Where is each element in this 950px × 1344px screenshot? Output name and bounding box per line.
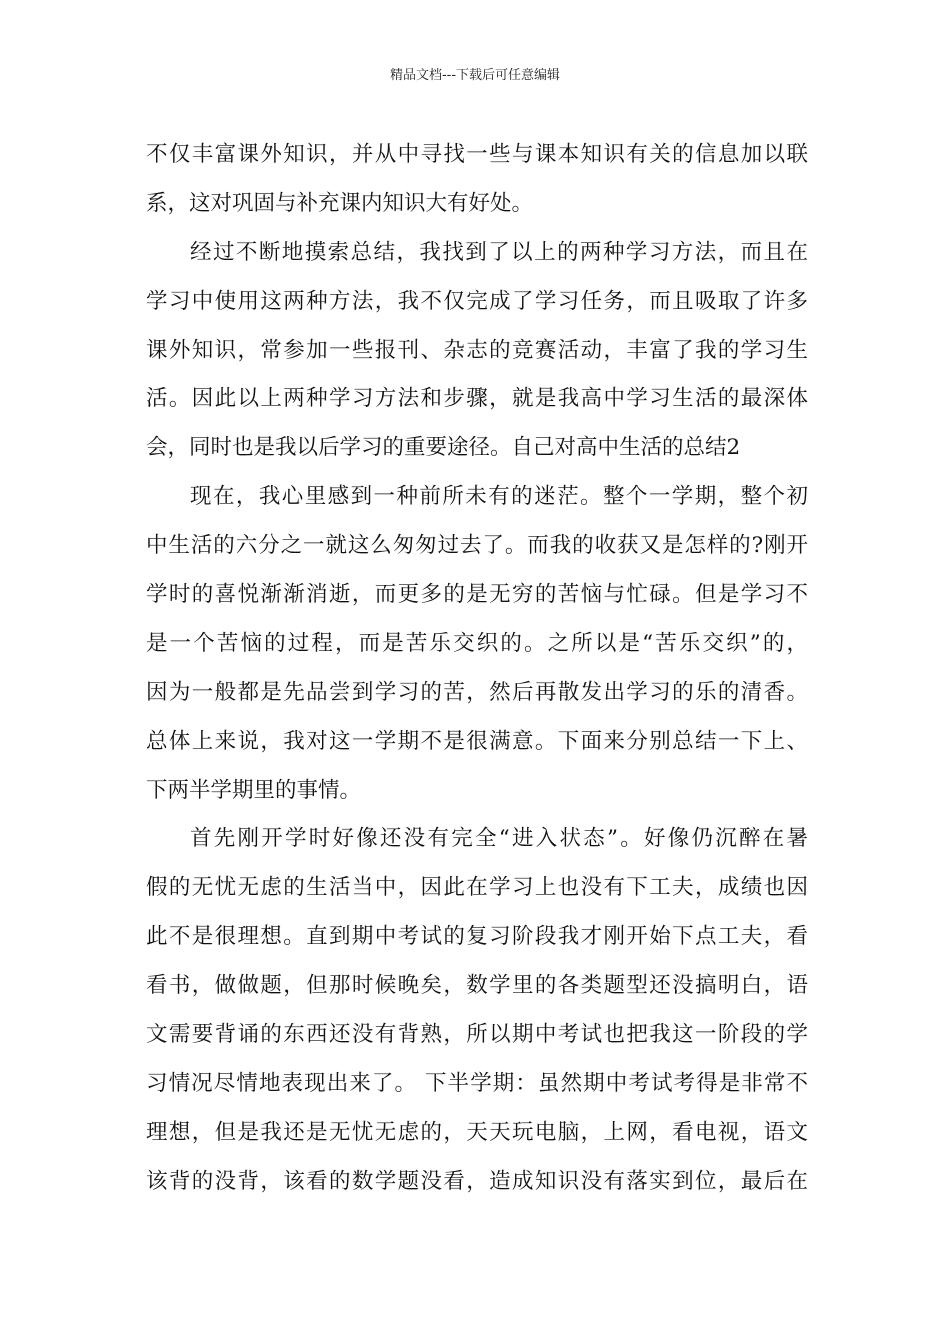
text-line: 下两半学期里的事情。 <box>146 777 362 803</box>
text-line: 假的无忧无虑的生活当中，因此在学习上也没有下工夫，成绩也因 <box>146 875 808 901</box>
text-line: 文需要背诵的东西还没有背熟，所以期中考试也把我这一阶段的学 <box>146 1022 808 1048</box>
text-line: 因为一般都是先品尝到学习的苦，然后再散发出学习的乐的清香。 <box>146 679 808 705</box>
text-line: 首先刚开学时好像还没有完全“进入状态”。好像仍沉醉在暑 <box>190 826 808 852</box>
text-line: 系，这对巩固与补充课内知识大有好处。 <box>146 190 534 216</box>
text-line: 会，同时也是我以后学习的重要途径。自己对高中生活的总结2 <box>146 435 741 461</box>
text-line: 该背的没背，该看的数学题没看，造成知识没有落实到位，最后在 <box>146 1168 808 1194</box>
text-line: 学习中使用这两种方法，我不仅完成了学习任务，而且吸取了许多 <box>146 288 808 314</box>
text-line: 总体上来说，我对这一学期不是很满意。下面来分别总结一下上、 <box>146 728 808 754</box>
text-line: 是一个苦恼的过程，而是苦乐交织的。之所以是“苦乐交织”的， <box>146 630 808 656</box>
body-text <box>146 131 808 1207</box>
text-line: 经过不断地摸索总结，我找到了以上的两种学习方法，而且在 <box>190 239 808 265</box>
text-line: 此不是很理想。直到期中考试的复习阶段我才刚开始下点工夫，看 <box>146 924 808 950</box>
text-line: 习情况尽情地表现出来了。 下半学期：虽然期中考试考得是非常不 <box>146 1070 808 1096</box>
text-line: 学时的喜悦渐渐消逝，而更多的是无穷的苦恼与忙碌。但是学习不 <box>146 582 808 608</box>
text-line: 看书，做做题，但那时候晚矣，数学里的各类题型还没搞明白，语 <box>146 973 808 999</box>
page-header: 精品文档---下载后可任意编辑 <box>389 68 561 83</box>
text-line: 课外知识，常参加一些报刊、杂志的竞赛活动，丰富了我的学习生 <box>146 337 808 363</box>
text-line: 活。因此以上两种学习方法和步骤，就是我高中学习生活的最深体 <box>146 386 808 412</box>
text-line: 中生活的六分之一就这么匆匆过去了。而我的收获又是怎样的?刚开 <box>146 533 808 559</box>
text-line: 现在，我心里感到一种前所未有的迷茫。整个一学期，整个初 <box>190 484 808 510</box>
text-line: 理想，但是我还是无忧无虑的，天天玩电脑，上网，看电视，语文 <box>146 1119 808 1145</box>
text-line: 不仅丰富课外知识，并从中寻找一些与课本知识有关的信息加以联 <box>146 142 808 167</box>
